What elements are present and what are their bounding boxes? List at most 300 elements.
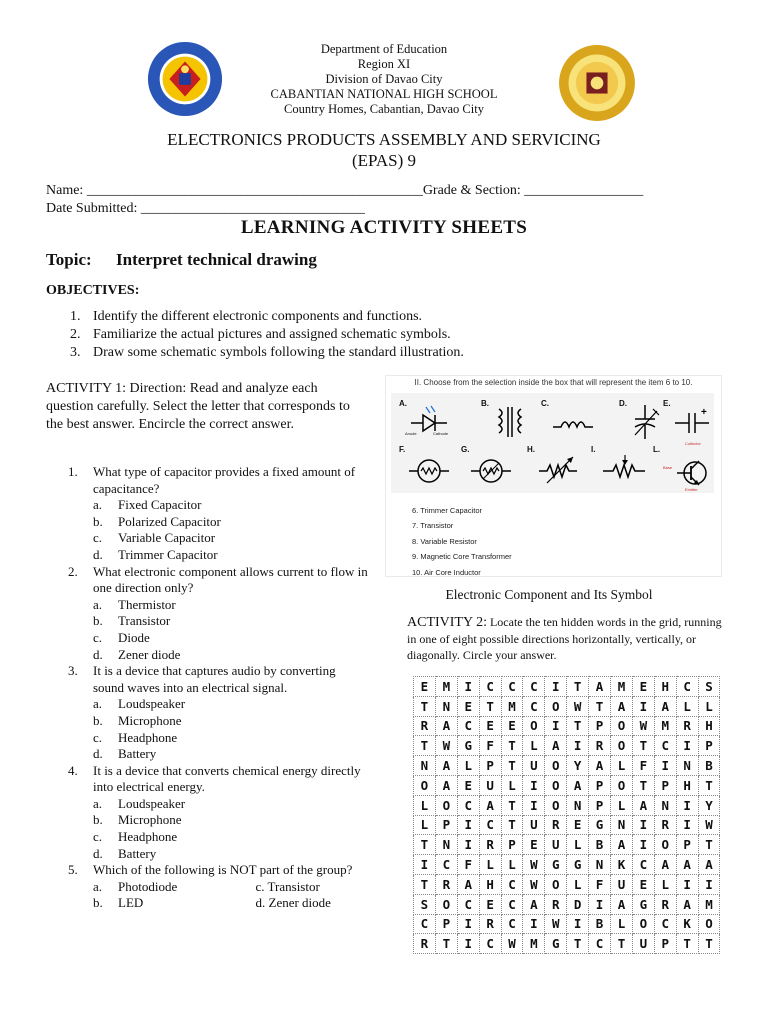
grid-row <box>414 914 720 934</box>
grid-cell[interactable]: C <box>523 696 545 716</box>
grid-cell[interactable]: W <box>632 716 654 736</box>
grid-cell[interactable]: I <box>676 736 698 756</box>
option-text: Microphone <box>118 812 182 828</box>
grid-cell[interactable]: I <box>676 795 698 815</box>
grid-cell[interactable]: E <box>501 716 523 736</box>
grid-cell[interactable]: L <box>654 874 676 894</box>
answer-option[interactable] <box>93 796 368 813</box>
grid-cell[interactable]: L <box>567 874 589 894</box>
question <box>68 763 368 863</box>
grid-cell[interactable]: W <box>523 874 545 894</box>
symbol-g[interactable] <box>461 445 521 489</box>
grid-cell[interactable]: H <box>698 716 720 736</box>
grid-cell[interactable]: I <box>632 696 654 716</box>
grid-cell[interactable]: T <box>698 934 720 954</box>
grid-cell[interactable]: C <box>654 736 676 756</box>
grid-cell[interactable]: T <box>501 736 523 756</box>
grid-cell[interactable]: T <box>567 934 589 954</box>
grid-cell[interactable]: E <box>457 696 479 716</box>
grid-row <box>414 934 720 954</box>
grid-cell[interactable]: I <box>567 914 589 934</box>
grid-cell[interactable]: R <box>414 716 436 736</box>
answer-option[interactable] <box>93 879 231 896</box>
grid-cell[interactable]: W <box>698 815 720 835</box>
grid-cell[interactable]: I <box>676 815 698 835</box>
grid-cell[interactable]: R <box>676 716 698 736</box>
grid-cell[interactable]: T <box>698 835 720 855</box>
symbol-letter: F. <box>399 445 406 454</box>
grid-cell[interactable]: B <box>589 914 611 934</box>
grid-row <box>414 815 720 835</box>
grid-cell[interactable]: O <box>698 914 720 934</box>
symbol-f[interactable] <box>399 445 459 489</box>
grid-cell[interactable]: I <box>457 934 479 954</box>
option-letter: a. <box>93 596 103 612</box>
grid-cell[interactable]: R <box>545 815 567 835</box>
grid-cell[interactable]: I <box>567 736 589 756</box>
option-letter: d. <box>93 845 103 861</box>
grid-cell[interactable]: L <box>414 815 436 835</box>
grid-cell[interactable]: L <box>698 696 720 716</box>
grid-cell[interactable]: D <box>567 894 589 914</box>
grid-cell[interactable]: I <box>545 677 567 697</box>
grid-cell[interactable]: N <box>654 795 676 815</box>
grid-cell[interactable]: C <box>589 934 611 954</box>
grid-cell[interactable]: L <box>501 775 523 795</box>
answer-option[interactable] <box>93 730 368 747</box>
grid-cell[interactable]: P <box>435 815 457 835</box>
option-letter: d. <box>255 895 266 911</box>
option-row <box>93 879 368 896</box>
grid-cell[interactable]: U <box>479 775 501 795</box>
grid-cell[interactable]: H <box>479 874 501 894</box>
answer-option[interactable] <box>93 630 368 647</box>
header-line: CABANTIAN NATIONAL HIGH SCHOOL <box>270 87 498 101</box>
grid-cell[interactable]: C <box>479 815 501 835</box>
answer-option[interactable] <box>93 713 368 730</box>
answer-option[interactable] <box>93 746 368 763</box>
answer-option[interactable] <box>93 895 231 912</box>
grid-cell[interactable]: E <box>479 894 501 914</box>
grid-cell[interactable]: E <box>457 775 479 795</box>
grid-cell[interactable]: O <box>545 775 567 795</box>
option-text: Photodiode <box>118 878 178 894</box>
grid-cell[interactable]: I <box>414 855 436 875</box>
grid-cell[interactable]: P <box>479 756 501 776</box>
course-title-line2: (EPAS) 9 <box>351 151 417 170</box>
word-search-grid <box>413 676 720 954</box>
activity2-text: Locate the ten hidden words in the grid, running in one of eight possible directions horizontally, vertically, or diagonally. Circle your answer. <box>407 615 722 662</box>
grid-cell[interactable]: O <box>654 835 676 855</box>
grid-row <box>414 677 720 697</box>
grid-cell[interactable]: M <box>611 677 633 697</box>
grid-cell[interactable]: I <box>545 716 567 736</box>
grid-cell[interactable]: A <box>589 677 611 697</box>
grid-cell[interactable]: N <box>435 835 457 855</box>
grid-cell[interactable]: L <box>611 914 633 934</box>
grid-cell[interactable]: O <box>611 716 633 736</box>
grid-cell[interactable]: C <box>501 677 523 697</box>
grid-cell[interactable]: T <box>414 835 436 855</box>
grid-cell[interactable]: O <box>435 894 457 914</box>
option-letter: b. <box>93 613 103 629</box>
grid-cell[interactable]: P <box>589 795 611 815</box>
grid-cell[interactable]: M <box>698 894 720 914</box>
symbol-e[interactable] <box>663 399 723 443</box>
grid-cell[interactable]: T <box>632 736 654 756</box>
question <box>68 564 368 664</box>
grid-cell[interactable]: N <box>567 795 589 815</box>
grid-cell[interactable]: O <box>545 756 567 776</box>
grid-cell[interactable]: G <box>457 736 479 756</box>
question-number: 4. <box>68 762 78 778</box>
grid-cell[interactable]: K <box>611 855 633 875</box>
symbol-i[interactable] <box>591 445 651 489</box>
grid-cell[interactable]: U <box>545 835 567 855</box>
symbol-a[interactable] <box>399 399 459 443</box>
answer-option[interactable] <box>93 497 368 514</box>
answer-option[interactable] <box>93 696 368 713</box>
air-core-inductor-icon <box>551 403 601 439</box>
grid-cell[interactable]: W <box>523 855 545 875</box>
grid-cell[interactable]: B <box>698 756 720 776</box>
objective-num: 3. <box>70 345 81 360</box>
grid-cell[interactable]: A <box>676 894 698 914</box>
grid-cell[interactable]: A <box>611 835 633 855</box>
grid-cell[interactable]: T <box>414 874 436 894</box>
grid-cell[interactable]: P <box>676 835 698 855</box>
grid-cell[interactable]: A <box>698 855 720 875</box>
grid-cell[interactable]: Y <box>698 795 720 815</box>
resistor-icon <box>601 449 651 489</box>
grid-cell[interactable]: F <box>479 736 501 756</box>
option-text: Headphone <box>118 829 178 845</box>
grid-cell[interactable]: R <box>545 894 567 914</box>
grid-cell[interactable]: A <box>435 756 457 776</box>
grid-cell[interactable]: T <box>414 696 436 716</box>
option-letter: d. <box>93 546 103 562</box>
grid-cell[interactable]: E <box>523 835 545 855</box>
grid-cell[interactable]: O <box>414 775 436 795</box>
answer-option[interactable] <box>231 879 369 896</box>
grid-cell[interactable]: T <box>414 736 436 756</box>
grid-cell[interactable]: W <box>435 736 457 756</box>
grid-cell[interactable]: I <box>676 874 698 894</box>
grid-cell[interactable]: O <box>611 736 633 756</box>
grid-cell[interactable]: C <box>501 894 523 914</box>
thermistor-icon <box>471 449 511 489</box>
question <box>68 464 368 564</box>
grid-cell[interactable]: M <box>501 696 523 716</box>
grid-cell[interactable]: I <box>632 835 654 855</box>
grid-cell[interactable]: A <box>589 756 611 776</box>
option-letter: d. <box>93 746 103 762</box>
grid-cell[interactable]: G <box>567 855 589 875</box>
grid-cell[interactable]: C <box>501 914 523 934</box>
grid-cell[interactable]: I <box>457 835 479 855</box>
grid-cell[interactable]: C <box>457 795 479 815</box>
option-text: Thermistor <box>118 596 176 612</box>
answer-option[interactable] <box>93 613 368 630</box>
answer-option[interactable] <box>93 597 368 614</box>
symbol-letter: L. <box>653 445 661 454</box>
symbol-h[interactable] <box>527 445 587 489</box>
grid-cell[interactable]: P <box>501 835 523 855</box>
grid-cell[interactable]: A <box>479 795 501 815</box>
grid-cell[interactable]: E <box>567 815 589 835</box>
grid-cell[interactable]: Y <box>567 756 589 776</box>
symbol-item-list <box>412 503 512 580</box>
grid-cell[interactable]: A <box>435 716 457 736</box>
grid-cell[interactable]: T <box>611 934 633 954</box>
grid-cell[interactable]: A <box>654 696 676 716</box>
symbol-panel <box>385 375 722 577</box>
answer-option[interactable] <box>93 846 368 863</box>
grid-cell[interactable]: S <box>698 677 720 697</box>
option-letter: c. <box>93 629 103 645</box>
grid-cell[interactable]: M <box>435 677 457 697</box>
symbol-letter: A. <box>399 399 407 408</box>
objectives-heading: OBJECTIVES: <box>46 283 140 298</box>
question-text: What electronic component allows current to flow in one direction only? <box>93 563 368 596</box>
grid-cell[interactable]: I <box>523 775 545 795</box>
header-line: Department of Education <box>320 42 448 56</box>
symbol-panel-caption: II. Choose from the selection inside the box that will represent the item 6 to 10. <box>414 378 693 387</box>
grid-cell[interactable]: T <box>698 775 720 795</box>
grid-cell[interactable]: I <box>523 914 545 934</box>
topic-label: Topic: <box>46 250 92 269</box>
grid-cell[interactable]: A <box>676 855 698 875</box>
grid-cell[interactable]: A <box>632 795 654 815</box>
grid-cell[interactable]: R <box>414 934 436 954</box>
answer-option[interactable] <box>93 812 368 829</box>
grid-cell[interactable]: L <box>501 855 523 875</box>
grid-cell[interactable]: G <box>589 815 611 835</box>
symbol-letter: C. <box>541 399 549 408</box>
grid-cell[interactable]: L <box>567 835 589 855</box>
grid-cell[interactable]: A <box>567 775 589 795</box>
grid-cell[interactable]: A <box>654 855 676 875</box>
grid-cell[interactable]: A <box>611 894 633 914</box>
grid-cell[interactable]: R <box>479 914 501 934</box>
grid-cell[interactable]: T <box>632 775 654 795</box>
grid-cell[interactable]: T <box>435 934 457 954</box>
name-grade-field[interactable]: Name: ________________________________________________Grade & Section: _________________ <box>46 183 644 198</box>
grid-cell[interactable]: T <box>501 756 523 776</box>
option-text: Battery <box>118 746 157 762</box>
grid-cell[interactable]: F <box>632 756 654 776</box>
symbol-letter: D. <box>619 399 627 408</box>
grid-cell[interactable]: O <box>545 795 567 815</box>
grid-cell[interactable]: O <box>632 914 654 934</box>
grid-row <box>414 775 720 795</box>
grid-cell[interactable]: I <box>698 874 720 894</box>
answer-option[interactable] <box>93 530 368 547</box>
question <box>68 663 368 763</box>
grid-cell[interactable]: A <box>457 874 479 894</box>
question-number: 1. <box>68 464 78 479</box>
grid-cell[interactable]: T <box>567 677 589 697</box>
grid-cell[interactable]: R <box>479 835 501 855</box>
grid-cell[interactable]: E <box>414 677 436 697</box>
grid-cell[interactable]: C <box>632 855 654 875</box>
grid-cell[interactable]: I <box>457 677 479 697</box>
option-text: Battery <box>118 845 157 861</box>
grid-cell[interactable]: C <box>501 874 523 894</box>
activity1-questions <box>68 464 368 912</box>
grid-cell[interactable]: I <box>523 795 545 815</box>
answer-option[interactable] <box>93 514 368 531</box>
grid-cell[interactable]: O <box>545 874 567 894</box>
grid-cell[interactable]: N <box>414 756 436 776</box>
option-text: Transistor <box>118 613 171 629</box>
answer-option[interactable] <box>93 547 368 564</box>
grid-cell[interactable]: B <box>589 835 611 855</box>
cathode-label: Cathode <box>433 431 449 436</box>
grid-cell[interactable]: L <box>676 696 698 716</box>
symbol-item: 7. Transistor <box>412 521 454 531</box>
grid-cell[interactable]: R <box>589 736 611 756</box>
grid-cell[interactable]: P <box>654 775 676 795</box>
grid-cell[interactable]: N <box>611 815 633 835</box>
grid-row <box>414 696 720 716</box>
grid-cell[interactable]: T <box>567 716 589 736</box>
circled-resistor-icon <box>409 449 449 489</box>
grid-cell[interactable]: U <box>523 756 545 776</box>
grid-cell[interactable]: A <box>611 696 633 716</box>
grid-cell[interactable]: S <box>414 894 436 914</box>
grid-cell[interactable]: G <box>632 894 654 914</box>
header-line: Country Homes, Cabantian, Davao City <box>284 102 484 116</box>
grid-cell[interactable]: R <box>654 815 676 835</box>
symbol-item: 10. Air Core Inductor <box>412 567 481 577</box>
grid-cell[interactable]: T <box>589 696 611 716</box>
page-title: LEARNING ACTIVITY SHEETS <box>240 217 528 238</box>
grid-cell[interactable]: E <box>632 874 654 894</box>
question-number: 3. <box>68 663 78 679</box>
grid-cell[interactable]: C <box>654 914 676 934</box>
grid-cell[interactable]: P <box>654 934 676 954</box>
grid-cell[interactable]: W <box>501 934 523 954</box>
grid-cell[interactable]: O <box>523 716 545 736</box>
grid-cell[interactable]: O <box>611 775 633 795</box>
grid-cell[interactable]: I <box>654 756 676 776</box>
option-text: Headphone <box>118 729 178 745</box>
polarized-capacitor-icon <box>673 403 717 439</box>
answer-option[interactable] <box>93 829 368 846</box>
option-letter: c. <box>93 729 103 745</box>
anode-label: Anode <box>405 431 417 436</box>
answer-option[interactable] <box>93 647 368 664</box>
question-text: It is a device that captures audio by converting sound waves into an electrical signal. <box>93 663 336 695</box>
grid-cell[interactable]: N <box>676 756 698 776</box>
grid-cell[interactable]: L <box>457 756 479 776</box>
grid-cell[interactable]: P <box>698 736 720 756</box>
grid-cell[interactable]: H <box>654 677 676 697</box>
grid-cell[interactable]: N <box>435 696 457 716</box>
grid-cell[interactable]: I <box>457 914 479 934</box>
grid-cell[interactable]: I <box>589 894 611 914</box>
grid-cell[interactable]: L <box>414 795 436 815</box>
grid-cell[interactable]: G <box>545 855 567 875</box>
option-text: Polarized Capacitor <box>118 513 221 529</box>
grid-cell[interactable]: P <box>589 716 611 736</box>
grid-cell[interactable]: F <box>457 855 479 875</box>
grid-cell[interactable]: A <box>545 736 567 756</box>
grid-cell[interactable]: C <box>676 677 698 697</box>
question-number: 5. <box>68 862 78 878</box>
grid-cell[interactable]: P <box>435 914 457 934</box>
grid-cell[interactable]: K <box>676 914 698 934</box>
grid-cell[interactable]: P <box>589 775 611 795</box>
symbol-box <box>391 393 714 493</box>
grid-cell[interactable]: O <box>545 696 567 716</box>
grid-cell[interactable]: R <box>435 874 457 894</box>
grid-cell[interactable]: L <box>479 855 501 875</box>
option-text: Zener diode <box>268 895 331 911</box>
grid-cell[interactable]: C <box>435 855 457 875</box>
grid-cell[interactable]: L <box>523 736 545 756</box>
grid-cell[interactable]: C <box>457 716 479 736</box>
grid-cell[interactable]: U <box>632 934 654 954</box>
grid-cell[interactable]: U <box>611 874 633 894</box>
grid-cell[interactable]: M <box>654 716 676 736</box>
grid-cell[interactable]: F <box>589 874 611 894</box>
grid-cell[interactable]: C <box>457 894 479 914</box>
symbol-l[interactable] <box>653 441 713 492</box>
option-letter: a. <box>93 696 103 712</box>
option-letter: a. <box>93 878 103 894</box>
answer-option[interactable] <box>231 895 369 912</box>
grid-cell[interactable]: G <box>545 934 567 954</box>
course-title <box>84 129 684 171</box>
grid-cell[interactable]: C <box>479 677 501 697</box>
date-submitted-field[interactable]: Date Submitted: ________________________________ <box>46 201 365 216</box>
option-text: Trimmer Capacitor <box>118 546 218 562</box>
grid-cell[interactable]: C <box>479 934 501 954</box>
grid-cell[interactable]: H <box>676 775 698 795</box>
grid-cell[interactable]: A <box>523 894 545 914</box>
symbol-c[interactable] <box>541 399 601 443</box>
grid-cell[interactable]: E <box>479 716 501 736</box>
symbol-b[interactable] <box>481 399 541 443</box>
grid-cell[interactable]: T <box>676 934 698 954</box>
grid-cell[interactable]: M <box>523 934 545 954</box>
grid-cell[interactable]: R <box>654 894 676 914</box>
topic-value: Interpret technical drawing <box>116 250 317 269</box>
grid-cell[interactable]: N <box>589 855 611 875</box>
grid-cell[interactable]: I <box>457 815 479 835</box>
objective-num: 2. <box>70 327 81 342</box>
grid-row <box>414 855 720 875</box>
grid-cell[interactable]: T <box>501 795 523 815</box>
grid-cell[interactable]: I <box>632 815 654 835</box>
grid-cell[interactable]: A <box>435 775 457 795</box>
grid-cell[interactable]: O <box>435 795 457 815</box>
grid-cell[interactable]: U <box>523 815 545 835</box>
symbol-item: 8. Variable Resistor <box>412 536 477 546</box>
grid-cell[interactable]: T <box>501 815 523 835</box>
grid-cell[interactable]: L <box>611 756 633 776</box>
grid-row <box>414 756 720 776</box>
grid-cell[interactable]: L <box>611 795 633 815</box>
grid-cell[interactable]: W <box>545 914 567 934</box>
grid-cell[interactable]: C <box>523 677 545 697</box>
grid-cell[interactable]: W <box>567 696 589 716</box>
grid-cell[interactable]: E <box>632 677 654 697</box>
grid-cell[interactable]: T <box>479 696 501 716</box>
grid-cell[interactable]: C <box>414 914 436 934</box>
